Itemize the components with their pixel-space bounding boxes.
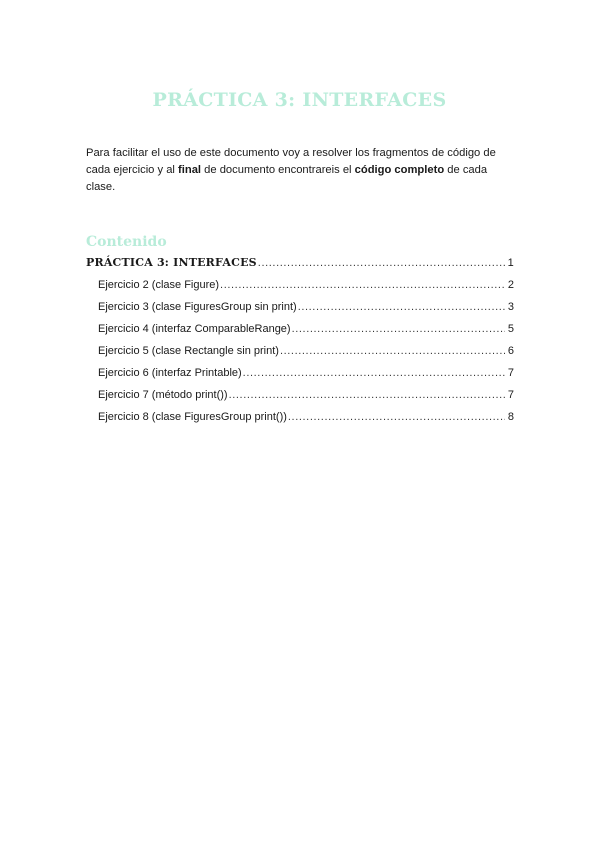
toc-entry-text: Ejercicio 7 (método print()) [98,389,228,401]
toc-dot-leader [229,384,505,406]
toc-entry-ejercicio-4[interactable] [86,318,514,340]
toc-entry-text: Ejercicio 5 (clase Rectangle sin print) [98,345,279,357]
toc-entry-ejercicio-5[interactable] [86,340,514,362]
toc-page-number: 5 [507,323,514,335]
intro-text-2: de documento encontrareis el [201,164,355,176]
intro-bold-final: final [178,164,202,176]
toc-entry-ejercicio-2[interactable] [86,274,514,296]
intro-paragraph [86,145,516,196]
toc-entry-ejercicio-8[interactable] [86,406,514,428]
intro-text-1: Para facilitar el uso de este documento voy a resolver los fragmentos de código de cada ejercicio y al [86,147,496,176]
toc-entry-practica-3[interactable] [86,252,514,274]
toc-entry-text: Ejercicio 3 (clase FiguresGroup sin print) [98,301,297,313]
toc-page-number: 2 [507,279,514,291]
intro-bold-codigo-completo: código completo [354,164,445,176]
toc-dot-leader [220,274,505,296]
toc-dot-leader [292,318,505,340]
toc-entry-ejercicio-6[interactable] [86,362,514,384]
document-title: PRÁCTICA 3: INTERFACES [152,89,447,111]
toc-page-number: 1 [507,257,514,269]
toc-page-number: 6 [507,345,514,357]
toc-entry-text: Ejercicio 8 (clase FiguresGroup print()) [98,411,287,423]
table-of-contents [86,252,514,428]
toc-page-number: 7 [507,367,514,379]
toc-entry-text: PRÁCTICA 3: INTERFACES [86,256,257,269]
toc-page-number: 8 [507,411,514,423]
toc-heading: Contenido [86,234,167,250]
toc-entry-text: Ejercicio 2 (clase Figure) [98,279,220,291]
toc-dot-leader [280,340,505,362]
toc-entry-ejercicio-7[interactable] [86,384,514,406]
toc-page-number: 7 [507,389,514,401]
toc-dot-leader [288,406,505,428]
toc-page-number: 3 [507,301,514,313]
toc-entry-text: Ejercicio 4 (interfaz ComparableRange) [98,323,291,335]
toc-entry-ejercicio-3[interactable] [86,296,514,318]
toc-dot-leader [243,362,505,384]
intro-text-3: de cada clase. [86,164,488,193]
toc-dot-leader [298,296,505,318]
toc-dot-leader [258,252,505,274]
toc-entry-text: Ejercicio 6 (interfaz Printable) [98,367,242,379]
